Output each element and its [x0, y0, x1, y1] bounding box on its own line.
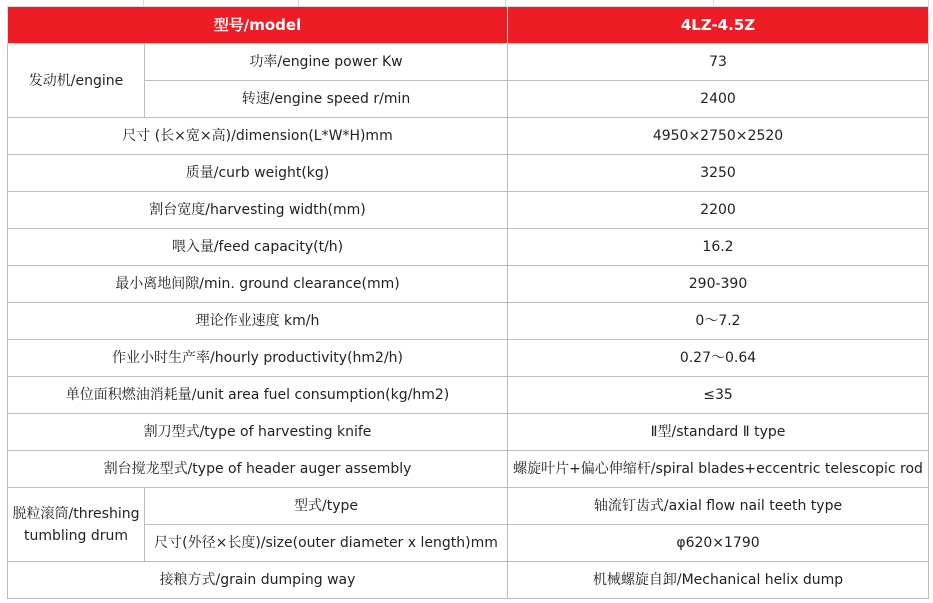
table-row	[8, 266, 929, 303]
param-cell: 割台宽度/harvesting width(mm)	[8, 192, 508, 229]
param-cell: 接粮方式/grain dumping way	[8, 562, 508, 599]
value-cell: 3250	[508, 155, 929, 192]
value-cell: 2400	[508, 81, 929, 118]
param-cell: 喂入量/feed capacity(t/h)	[8, 229, 508, 266]
value-cell: 4950×2750×2520	[508, 118, 929, 155]
value-cell: 0.27～0.64	[508, 340, 929, 377]
table-row	[8, 303, 929, 340]
param-cell: 型式/type	[145, 488, 508, 525]
param-cell: 单位面积燃油消耗量/unit area fuel consumption(kg/hm2)	[8, 377, 508, 414]
table-row	[8, 118, 929, 155]
value-cell: 73	[508, 44, 929, 81]
header-row	[8, 7, 929, 44]
value-cell: 290-390	[508, 266, 929, 303]
param-cell: 质量/curb weight(kg)	[8, 155, 508, 192]
param-cell: 最小离地间隙/min. ground clearance(mm)	[8, 266, 508, 303]
param-cell: 尺寸 (长×宽×高)/dimension(L*W*H)mm	[8, 118, 508, 155]
value-cell: 0～7.2	[508, 303, 929, 340]
value-cell: Ⅱ型/standard Ⅱ type	[508, 414, 929, 451]
value-cell: φ620×1790	[508, 525, 929, 562]
spec-table	[7, 6, 929, 599]
param-cell: 作业小时生产率/hourly productivity(hm2/h)	[8, 340, 508, 377]
param-cell: 功率/engine power Kw	[145, 44, 508, 81]
param-cell: 割台搅龙型式/type of header auger assembly	[8, 451, 508, 488]
table-row	[8, 562, 929, 599]
table-row	[8, 340, 929, 377]
drum-group-cell: 脱粒滚筒/threshing tumbling drum	[8, 488, 145, 562]
value-cell: 16.2	[508, 229, 929, 266]
table-row	[8, 377, 929, 414]
table-row	[8, 414, 929, 451]
value-cell: ≤35	[508, 377, 929, 414]
value-cell: 机械螺旋自卸/Mechanical helix dump	[508, 562, 929, 599]
engine-group-cell: 发动机/engine	[8, 44, 145, 118]
value-cell: 2200	[508, 192, 929, 229]
param-cell: 理论作业速度 km/h	[8, 303, 508, 340]
table-row	[8, 229, 929, 266]
table-row	[8, 81, 929, 118]
table-row	[8, 192, 929, 229]
param-cell: 转速/engine speed r/min	[145, 81, 508, 118]
param-cell: 尺寸(外径×长度)/size(outer diameter x length)mm	[145, 525, 508, 562]
table-row	[8, 155, 929, 192]
model-label-cell: 型号/model	[8, 7, 508, 44]
model-value-cell: 4LZ-4.5Z	[508, 7, 929, 44]
table-row	[8, 44, 929, 81]
table-row	[8, 488, 929, 525]
table-row	[8, 451, 929, 488]
param-cell: 割刀型式/type of harvesting knife	[8, 414, 508, 451]
value-cell: 轴流钉齿式/axial flow nail teeth type	[508, 488, 929, 525]
value-cell: 螺旋叶片+偏心伸缩杆/spiral blades+eccentric telescopic rod	[508, 451, 929, 488]
table-row	[8, 525, 929, 562]
